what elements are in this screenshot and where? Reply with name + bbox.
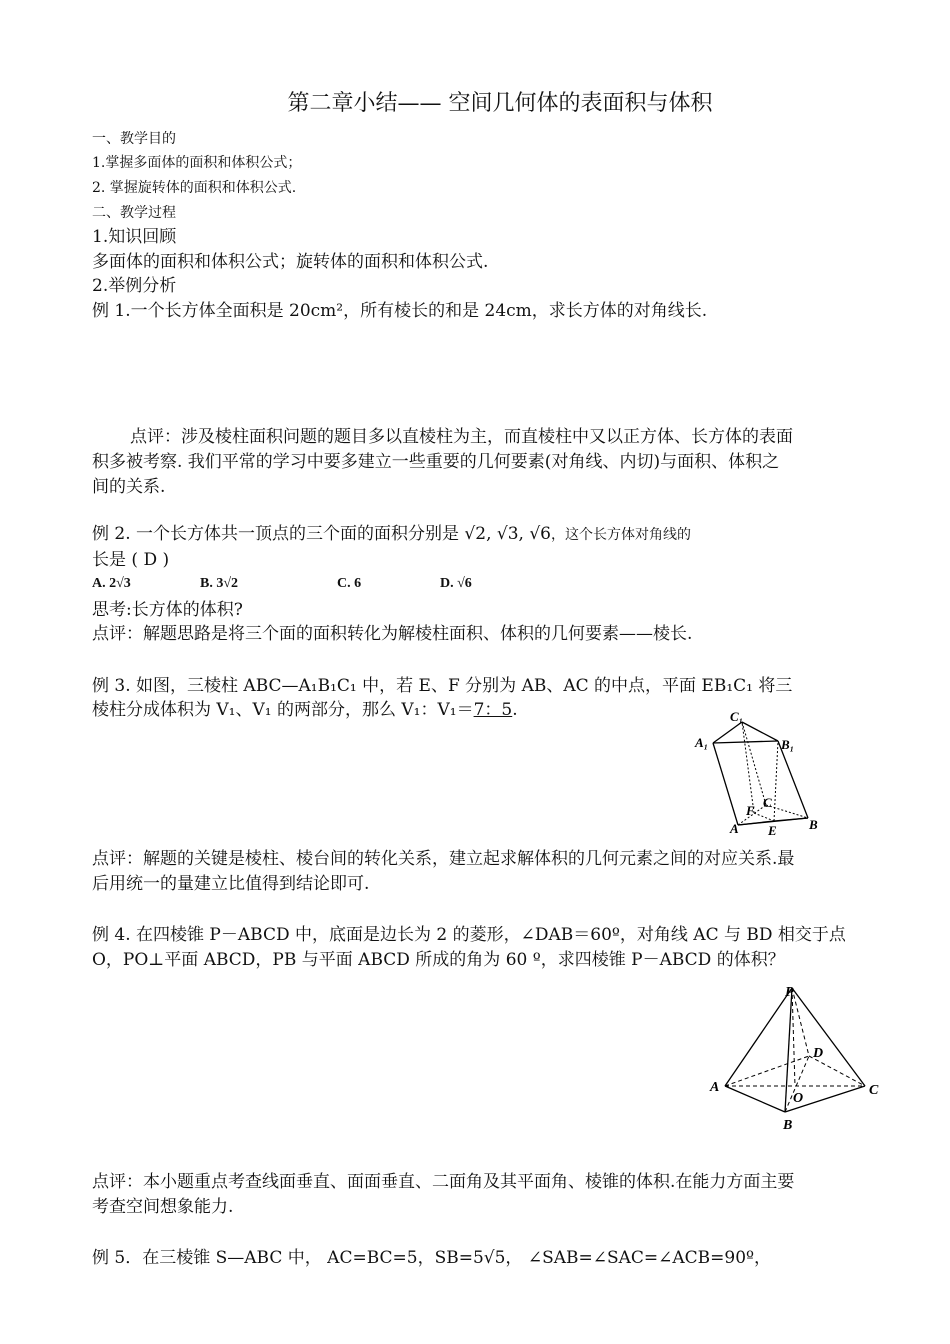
- example-3-line-1: 例 3. 如图，三棱柱 ABC—A₁B₁C₁ 中，若 E、F 分别为 AB、AC 的中点，平面 EB₁C₁ 将三: [92, 676, 793, 696]
- label-a: A: [730, 821, 739, 836]
- review-text: 多面体的面积和体积公式；旋转体的面积和体积公式.: [92, 252, 489, 272]
- comment-4-line-1: 点评：本小题重点考查线面垂直、面面垂直、二面角及其平面角、棱锥的体积.在能力方面主要: [92, 1172, 795, 1192]
- label-b1: B₁: [781, 737, 795, 752]
- comment-1-line-2: 积多被考察. 我们平常的学习中要多建立一些重要的几何要素(对角线、内切)与面积、体积之: [92, 452, 780, 472]
- label-a: A: [710, 1080, 720, 1095]
- label-e: E: [768, 823, 777, 838]
- examples-heading: 2.举例分析: [92, 276, 177, 296]
- prism-figure: [690, 705, 830, 845]
- comment-1-line-1: 点评：涉及棱柱面积问题的题目多以直棱柱为主，而直棱柱中又以正方体、长方体的表面: [130, 427, 793, 447]
- comment-1-line-3: 间的关系.: [92, 477, 166, 497]
- option-a: A. 2√3: [92, 576, 131, 591]
- comment-3-line-2: 后用统一的量建立比值得到结论即可.: [92, 874, 370, 894]
- example-2-tail: ，这个长方体对角线的: [551, 527, 691, 543]
- option-c: C. 6: [337, 576, 362, 591]
- process-heading: 二、教学过程: [92, 205, 176, 221]
- goal-item-1: 1.掌握多面体的面积和体积公式；: [92, 155, 302, 171]
- label-f: F: [746, 803, 755, 818]
- label-c1: C₁: [730, 709, 744, 724]
- label-d: D: [813, 1046, 824, 1061]
- label-c: C: [763, 795, 772, 810]
- option-d: D. √6: [440, 576, 472, 591]
- example-2-main: 例 2. 一个长方体共一顶点的三个面的面积分别是 √2, √3, √6: [92, 524, 551, 544]
- example-3-text: 棱柱分成体积为 V₁、V₁ 的两部分，那么 V₁：V₁＝: [92, 700, 474, 720]
- example-3-line-2: [92, 698, 518, 722]
- label-o: O: [793, 1091, 804, 1106]
- example-1: 例 1.一个长方体全面积是 20cm²，所有棱长的和是 24cm，求长方体的对角线长.: [92, 301, 708, 321]
- comment-3-line-1: 点评：解题的关键是棱柱、棱台间的转化关系，建立起求解体积的几何元素之间的对应关系.最: [92, 849, 795, 869]
- comment-2: 点评：解题思路是将三个面的面积转化为解棱柱面积、体积的几何要素——棱长.: [92, 624, 693, 644]
- option-b: B. 3√2: [200, 576, 239, 591]
- pyramid-figure: [705, 980, 890, 1135]
- goal-heading: 一、教学目的: [92, 131, 176, 147]
- example-3-answer: 7：5: [473, 700, 513, 720]
- example-4-line-1: 例 4. 在四棱锥 P－ABCD 中，底面是边长为 2 的菱形，∠DAB＝60º，对角线 AC 与 BD 相交于点: [92, 925, 846, 945]
- review-heading: 1.知识回顾: [92, 227, 177, 247]
- example-2-line-1: [92, 522, 691, 547]
- think-question: 思考:长方体的体积?: [92, 600, 243, 620]
- example-4-line-2: O，PO⊥平面 ABCD，PB 与平面 ABCD 所成的角为 60 º，求四棱锥 P－ABCD 的体积？: [92, 950, 785, 970]
- label-b: B: [783, 1118, 793, 1133]
- example-2-line-2: 长是 ( D ): [92, 550, 170, 570]
- example-3-period: .: [512, 700, 518, 720]
- label-c: C: [869, 1083, 879, 1098]
- label-p: P: [785, 985, 794, 1000]
- page-title: 第二章小结—— 空间几何体的表面积与体积: [287, 91, 713, 116]
- label-b: B: [809, 817, 818, 832]
- example-5: 例 5．在三棱锥 S—ABC 中， AC=BC=5，SB=5√5， ∠SAB=∠SAC=∠ACB=90º，: [92, 1248, 772, 1268]
- comment-4-line-2: 考查空间想象能力.: [92, 1197, 234, 1217]
- goal-item-2: 2. 掌握旋转体的面积和体积公式.: [92, 180, 297, 196]
- label-a1: A₁: [695, 735, 709, 750]
